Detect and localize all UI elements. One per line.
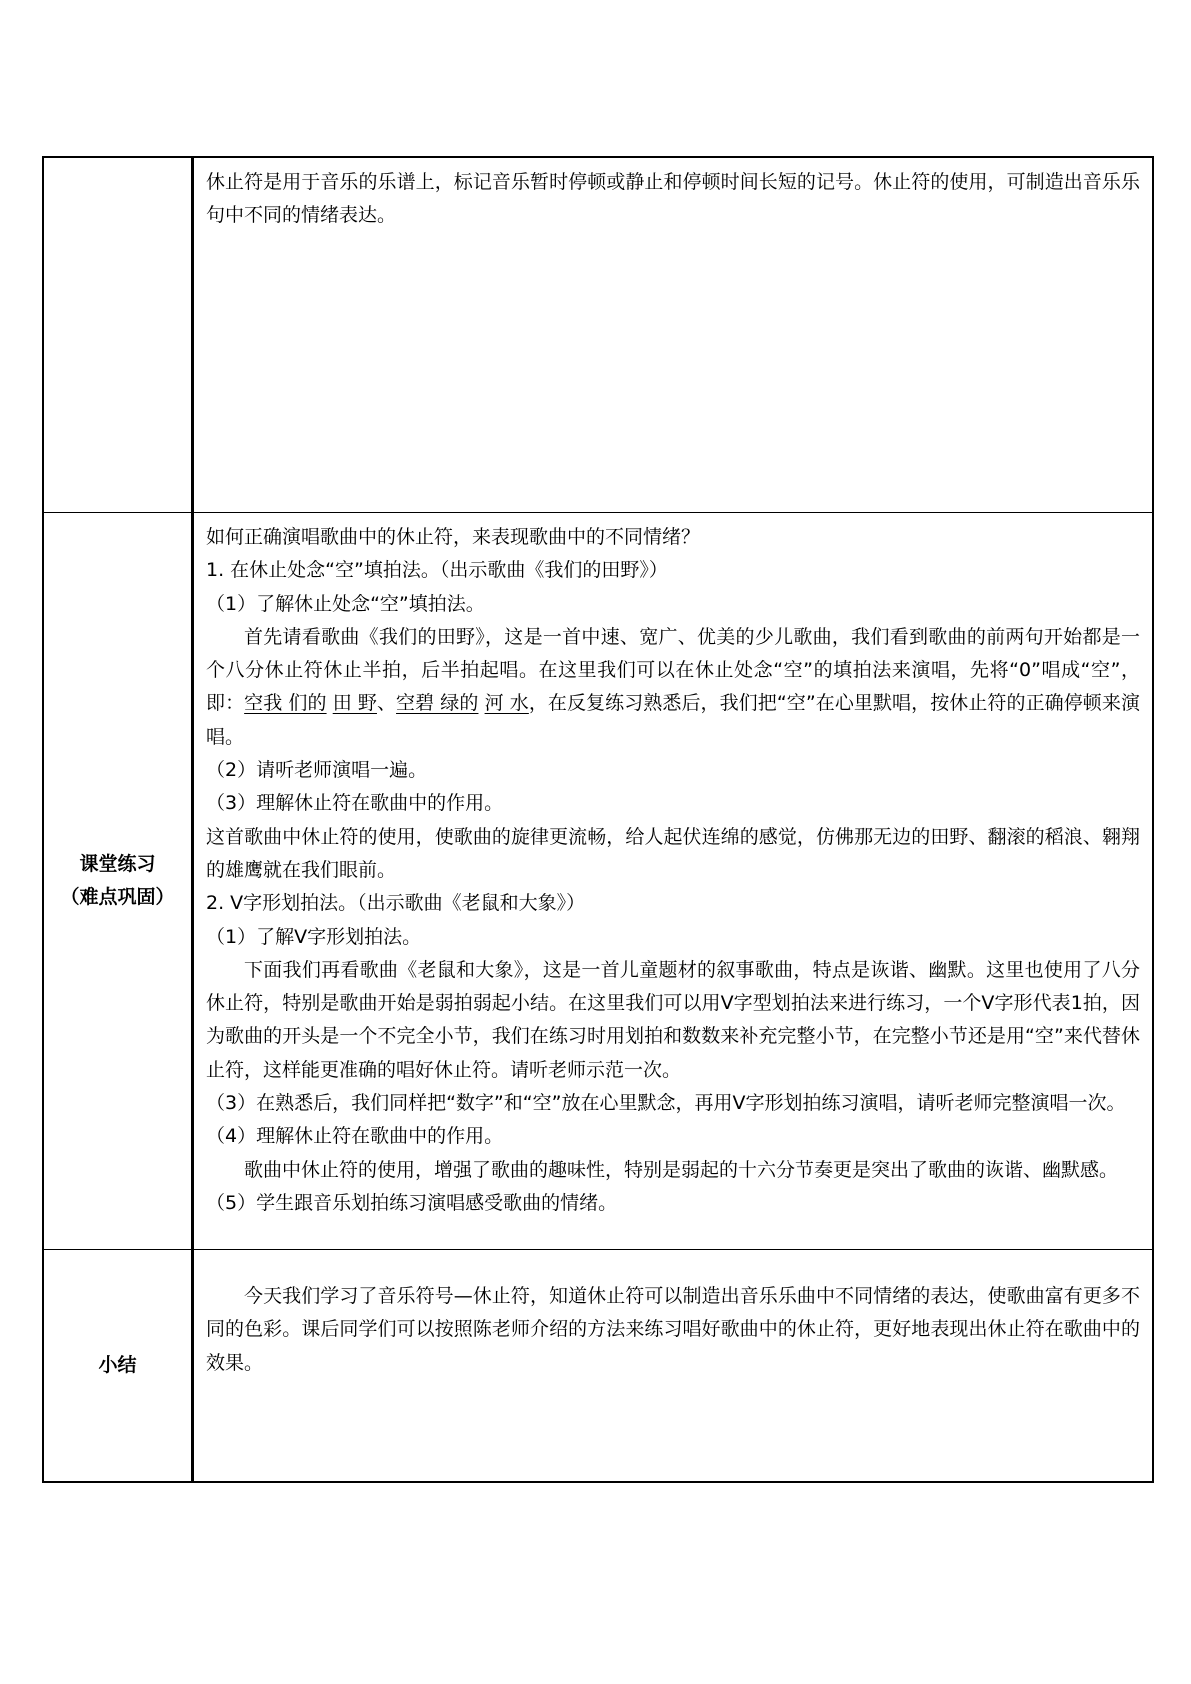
- underlined-lyric: 空碧 绿的: [396, 692, 479, 715]
- paragraph: （2）请听老师演唱一遍。: [206, 759, 428, 782]
- paragraph: 这首歌曲中休止符的使用，使歌曲的旋律更流畅，给人起伏连绵的感觉，仿佛那无边的田野、翻滚的稻浪、翱翔的雄鹰就在我们眼前。: [206, 825, 1140, 881]
- row-label-classroom-practice: [43, 513, 193, 1250]
- underlined-lyric: 空我 们的: [244, 692, 327, 715]
- table-row: [43, 1250, 1153, 1483]
- row-content: [193, 157, 1154, 513]
- row-label-empty: [43, 157, 193, 513]
- paragraph: [206, 621, 1140, 754]
- paragraph: （1）了解V字形划拍法。: [206, 925, 422, 948]
- underlined-lyric: 田 野: [332, 692, 377, 715]
- paragraph: （4）理解休止符在歌曲中的作用。: [206, 1125, 504, 1148]
- underlined-lyric: 河 水: [484, 692, 529, 715]
- table-row: [43, 157, 1153, 513]
- paragraph: 2. V字形划拍法。（出示歌曲《老鼠和大象》）: [206, 892, 586, 915]
- text-run: 首先请看歌曲《我们的田野》，这是一首中速、宽广、优美的少儿歌曲，我们看到歌曲的前两句开始都是一个八分休止符休止半拍，后半拍起唱。在这里我们可以在休止处念“空”的填拍法来演唱，先将“0”唱成“空”，即：: [206, 625, 1140, 715]
- row-content: [193, 513, 1154, 1250]
- paragraph: 如何正确演唱歌曲中的休止符，来表现歌曲中的不同情绪？: [206, 526, 701, 548]
- paragraph: 休止符是用于音乐的乐谱上，标记音乐暂时停顿或静止和停顿时间长短的记号。休止符的使用，可制造出音乐乐句中不同的情绪表达。: [206, 171, 1140, 227]
- row-content: [193, 1250, 1154, 1483]
- label-line: 课堂练习: [79, 853, 156, 875]
- paragraph: 歌曲中休止符的使用，增强了歌曲的趣味性，特别是弱起的十六分节奏更是突出了歌曲的诙谐、幽默感。: [244, 1158, 1119, 1181]
- label-line: （难点巩固）: [60, 886, 175, 908]
- paragraph: 今天我们学习了音乐符号—休止符，知道休止符可以制造出音乐乐曲中不同情绪的表达，使歌曲富有更多不同的色彩。课后同学们可以按照陈老师介绍的方法来练习唱好歌曲中的休止符，更好地表现出休止符在歌曲中的效果。: [206, 1285, 1140, 1374]
- table-row: [43, 513, 1153, 1250]
- paragraph: （5）学生跟音乐划拍练习演唱感受歌曲的情绪。: [206, 1191, 618, 1214]
- paragraph: （3）理解休止符在歌曲中的作用。: [206, 792, 504, 815]
- paragraph: 下面我们再看歌曲《老鼠和大象》，这是一首儿童题材的叙事歌曲，特点是诙谐、幽默。这里也使用了八分休止符，特别是歌曲开始是弱拍弱起小结。在这里我们可以用V字型划拍法来进行练习，一个V字形代表1拍，因为歌曲的开头是一个不完全小节，我们在练习时用划拍和数数来补充完整小节，在完整小节还是用“空”来代替休止符，这样能更准确的唱好休止符。请听老师示范一次。: [206, 958, 1140, 1081]
- text-run: ，在反复练习熟悉后，我们把“空”在心里默唱，按休止符的正确停顿来演唱。: [206, 692, 1140, 748]
- text-run: 、: [376, 692, 397, 715]
- paragraph: （1）了解休止处念“空”填拍法。: [206, 592, 485, 615]
- lesson-plan-table: [42, 156, 1154, 1483]
- row-label-summary: 小结: [43, 1250, 193, 1483]
- paragraph: 1. 在休止处念“空”填拍法。（出示歌曲《我们的田野》）: [206, 559, 668, 582]
- paragraph: （3）在熟悉后，我们同样把“数字”和“空”放在心里默念，再用V字形划拍练习演唱，请听老师完整演唱一次。: [206, 1092, 1126, 1115]
